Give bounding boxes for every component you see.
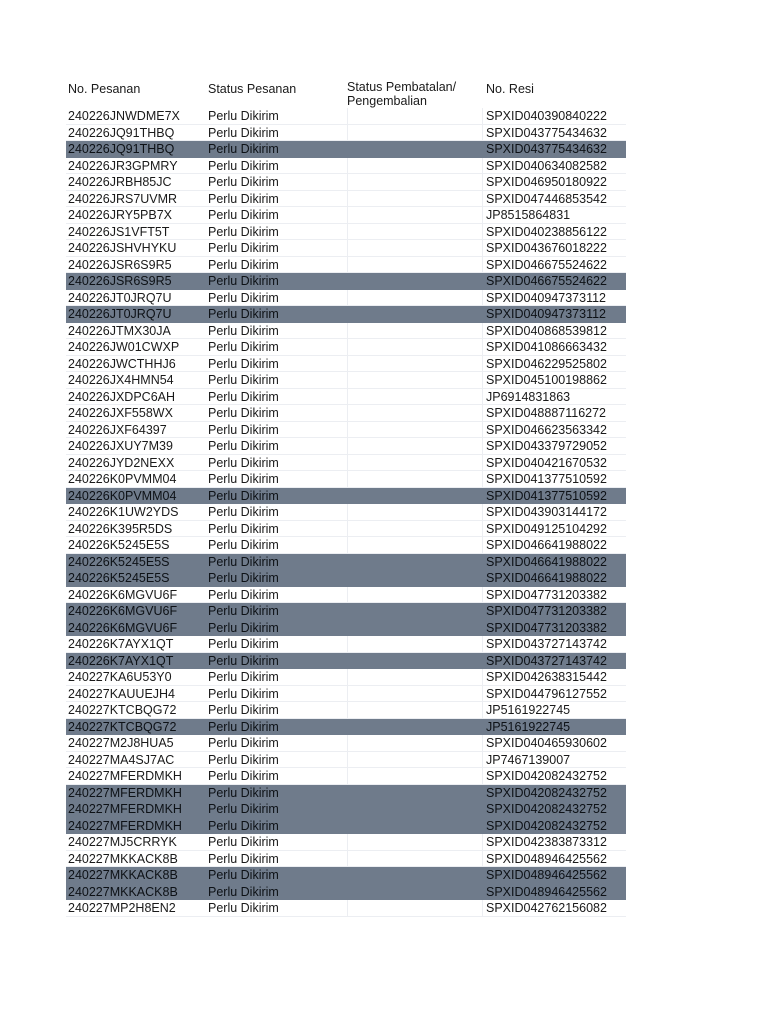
tracking-number-cell: SPXID042082432752 (486, 818, 607, 833)
table-row (66, 158, 626, 175)
order-status-cell: Perlu Dikirim (208, 587, 279, 602)
table-row (66, 521, 626, 538)
tracking-number-cell: SPXID048946425562 (486, 884, 607, 899)
order-number-cell: 240227MP2H8EN2 (68, 901, 176, 915)
order-status-cell: Perlu Dikirim (208, 851, 279, 866)
order-number-cell: 240226JRS7UVMR (68, 191, 178, 206)
order-number-cell: 240226JQ91THBQ (68, 142, 175, 156)
cancel-status-cell (347, 768, 483, 784)
tracking-number-cell: SPXID043676018222 (486, 241, 607, 255)
order-status-cell: Perlu Dikirim (208, 224, 279, 239)
order-number-cell: 240226JW01CWXP (68, 340, 180, 354)
order-number-cell: 240226JYD2NEXX (68, 455, 175, 470)
cancel-status-cell (347, 834, 483, 850)
tracking-number-cell: SPXID046675524622 (486, 257, 607, 272)
cancel-status-cell (347, 422, 483, 438)
order-number-cell: 240227MKKACK8B (68, 851, 178, 866)
order-status-cell: Perlu Dikirim (208, 719, 279, 734)
order-status-cell: Perlu Dikirim (208, 472, 279, 486)
cancel-status-cell (347, 537, 483, 553)
cancel-status-cell (347, 158, 483, 174)
tracking-number-cell: SPXID046623563342 (486, 422, 607, 437)
order-number-cell: 240226JNWDME7X (68, 109, 180, 123)
table-row (66, 339, 626, 356)
table-row (66, 818, 626, 835)
cancel-status-cell (347, 884, 483, 900)
table-row (66, 240, 626, 257)
tracking-number-cell: SPXID040947373112 (486, 307, 607, 321)
order-status-cell: Perlu Dikirim (208, 521, 279, 536)
cancel-status-cell (347, 587, 483, 603)
order-status-cell: Perlu Dikirim (208, 686, 279, 701)
tracking-number-cell: SPXID046641988022 (486, 538, 607, 552)
order-number-cell: 240226JXF64397 (68, 422, 167, 437)
order-status-cell: Perlu Dikirim (208, 868, 279, 882)
order-number-cell: 240227MKKACK8B (68, 868, 178, 882)
cancel-status-cell (347, 438, 483, 454)
order-number-cell: 240227MA4SJ7AC (68, 752, 175, 767)
order-status-cell: Perlu Dikirim (208, 571, 279, 585)
order-number-cell: 240227MFERDMKH (68, 769, 182, 783)
table-row (66, 207, 626, 224)
tracking-number-cell: SPXID042082432752 (486, 769, 607, 783)
order-status-cell: Perlu Dikirim (208, 538, 279, 552)
order-number-cell: 240226JTMX30JA (68, 323, 171, 338)
tracking-number-cell: SPXID040868539812 (486, 323, 607, 338)
tracking-number-cell: SPXID043775434632 (486, 125, 607, 140)
order-status-cell: Perlu Dikirim (208, 422, 279, 437)
cancel-status-cell (347, 191, 483, 207)
order-number-cell: 240226JQ91THBQ (68, 125, 175, 140)
tracking-number-cell: SPXID047731203382 (486, 620, 607, 635)
table-row (66, 372, 626, 389)
cancel-status-cell (347, 290, 483, 306)
table-row (66, 834, 626, 851)
order-status-cell: Perlu Dikirim (208, 109, 279, 123)
order-status-cell: Perlu Dikirim (208, 835, 279, 849)
order-status-cell: Perlu Dikirim (208, 208, 279, 222)
table-body (66, 108, 626, 917)
tracking-number-cell: SPXID046950180922 (486, 175, 607, 189)
tracking-number-cell: SPXID040465930602 (486, 736, 607, 750)
cancel-status-cell (347, 405, 483, 421)
cancel-status-cell (347, 372, 483, 388)
order-status-cell: Perlu Dikirim (208, 373, 279, 387)
order-number-cell: 240226K0PVMM04 (68, 472, 177, 486)
header-cancel-return-status: Status Pembatalan/ Pengembalian (347, 80, 457, 108)
cancel-status-cell (347, 240, 483, 256)
header-order-status: Status Pesanan (208, 82, 297, 96)
tracking-number-cell: SPXID040947373112 (486, 290, 607, 305)
order-number-cell: 240227M2J8HUA5 (68, 736, 174, 750)
tracking-number-cell: SPXID046641988022 (486, 571, 607, 585)
order-status-cell: Perlu Dikirim (208, 158, 279, 173)
order-number-cell: 240226JSR6S9R5 (68, 257, 172, 272)
tracking-number-cell: SPXID048946425562 (486, 868, 607, 882)
tracking-number-cell: SPXID041377510592 (486, 488, 607, 503)
cancel-status-cell (347, 488, 483, 504)
order-number-cell: 240226K5245E5S (68, 538, 170, 552)
table-row (66, 405, 626, 422)
order-status-cell: Perlu Dikirim (208, 241, 279, 255)
tracking-number-cell: SPXID042762156082 (486, 901, 607, 915)
cancel-status-cell (347, 224, 483, 240)
cancel-status-cell (347, 686, 483, 702)
table-row (66, 702, 626, 719)
cancel-status-cell (347, 570, 483, 586)
cancel-status-cell (347, 125, 483, 141)
table-row (66, 570, 626, 587)
table-row (66, 455, 626, 472)
order-status-cell: Perlu Dikirim (208, 884, 279, 899)
order-status-cell: Perlu Dikirim (208, 752, 279, 767)
order-status-cell: Perlu Dikirim (208, 274, 279, 288)
cancel-status-cell (347, 471, 483, 487)
cancel-status-cell (347, 636, 483, 652)
tracking-number-cell: JP8515864831 (486, 208, 571, 222)
table-row (66, 356, 626, 373)
cancel-status-cell (347, 620, 483, 636)
order-number-cell: 240226JWCTHHJ6 (68, 356, 176, 371)
cancel-status-cell (347, 257, 483, 273)
table-row (66, 620, 626, 637)
order-number-cell: 240227KTCBQG72 (68, 703, 177, 717)
order-status-cell: Perlu Dikirim (208, 290, 279, 305)
cancel-status-cell (347, 752, 483, 768)
table-header (66, 82, 626, 108)
tracking-number-cell: SPXID047731203382 (486, 604, 607, 618)
cancel-status-cell (347, 108, 483, 124)
cancel-status-cell (347, 867, 483, 883)
order-number-cell: 240226JXDPC6AH (68, 389, 176, 404)
order-status-cell: Perlu Dikirim (208, 620, 279, 635)
cancel-status-cell (347, 174, 483, 190)
table-row (66, 389, 626, 406)
order-number-cell: 240226JRBH85JC (68, 175, 172, 189)
order-status-cell: Perlu Dikirim (208, 356, 279, 371)
table-row (66, 174, 626, 191)
order-number-cell: 240226K7AYX1QT (68, 637, 174, 651)
table-row (66, 785, 626, 802)
order-number-cell: 240226K6MGVU6F (68, 604, 178, 618)
tracking-number-cell: JP6914831863 (486, 389, 571, 404)
cancel-status-cell (347, 818, 483, 834)
order-status-cell: Perlu Dikirim (208, 307, 279, 321)
cancel-status-cell (347, 785, 483, 801)
tracking-number-cell: SPXID040238856122 (486, 224, 607, 239)
tracking-number-cell: SPXID043903144172 (486, 505, 607, 519)
table-row (66, 554, 626, 571)
cancel-status-cell (347, 702, 483, 718)
cancel-status-cell (347, 735, 483, 751)
cancel-status-cell (347, 801, 483, 817)
tracking-number-cell: SPXID041377510592 (486, 472, 607, 486)
tracking-number-cell: SPXID049125104292 (486, 521, 607, 536)
order-status-cell: Perlu Dikirim (208, 455, 279, 470)
cancel-status-cell (347, 389, 483, 405)
order-number-cell: 240227MKKACK8B (68, 884, 178, 899)
order-status-cell: Perlu Dikirim (208, 802, 279, 816)
order-status-cell: Perlu Dikirim (208, 736, 279, 750)
order-number-cell: 240227MFERDMKH (68, 802, 182, 816)
order-number-cell: 240226K0PVMM04 (68, 488, 177, 503)
tracking-number-cell: SPXID043727143742 (486, 653, 607, 668)
tracking-number-cell: SPXID040634082582 (486, 158, 607, 173)
table-row (66, 851, 626, 868)
order-number-cell: 240226JXUY7M39 (68, 439, 173, 453)
table-row (66, 306, 626, 323)
order-number-cell: 240226JT0JRQ7U (68, 307, 172, 321)
cancel-status-cell (347, 669, 483, 685)
order-status-cell: Perlu Dikirim (208, 653, 279, 668)
tracking-number-cell: JP5161922745 (486, 703, 571, 717)
order-status-cell: Perlu Dikirim (208, 125, 279, 140)
table-row (66, 653, 626, 670)
table-row (66, 290, 626, 307)
order-status-cell: Perlu Dikirim (208, 554, 279, 569)
table-row (66, 587, 626, 604)
tracking-number-cell: SPXID045100198862 (486, 373, 607, 387)
order-status-cell: Perlu Dikirim (208, 142, 279, 156)
table-row (66, 191, 626, 208)
header-tracking-number: No. Resi (486, 82, 534, 96)
order-number-cell: 240227KTCBQG72 (68, 719, 177, 734)
order-number-cell: 240227MFERDMKH (68, 785, 182, 800)
order-status-cell: Perlu Dikirim (208, 175, 279, 189)
table-row (66, 323, 626, 340)
cancel-status-cell (347, 603, 483, 619)
order-number-cell: 240226JXF558WX (68, 406, 173, 420)
table-row (66, 224, 626, 241)
cancel-status-cell (347, 653, 483, 669)
table-row (66, 768, 626, 785)
table-row (66, 669, 626, 686)
order-status-cell: Perlu Dikirim (208, 340, 279, 354)
order-status-cell: Perlu Dikirim (208, 323, 279, 338)
order-status-cell: Perlu Dikirim (208, 670, 279, 684)
table-row (66, 471, 626, 488)
order-number-cell: 240226K7AYX1QT (68, 653, 174, 668)
tracking-number-cell: SPXID047446853542 (486, 191, 607, 206)
table-row (66, 603, 626, 620)
order-status-cell: Perlu Dikirim (208, 818, 279, 833)
cancel-status-cell (347, 719, 483, 735)
tracking-number-cell: SPXID042082432752 (486, 802, 607, 816)
order-number-cell: 240226JS1VFT5T (68, 224, 170, 239)
table-row (66, 867, 626, 884)
table-row (66, 801, 626, 818)
order-number-cell: 240226K6MGVU6F (68, 587, 178, 602)
order-status-cell: Perlu Dikirim (208, 703, 279, 717)
order-number-cell: 240226JSR6S9R5 (68, 274, 172, 288)
tracking-number-cell: SPXID043379729052 (486, 439, 607, 453)
order-number-cell: 240227MJ5CRRYK (68, 835, 177, 849)
tracking-number-cell: SPXID042383873312 (486, 835, 607, 849)
table-row (66, 752, 626, 769)
table-row (66, 422, 626, 439)
order-status-cell: Perlu Dikirim (208, 769, 279, 783)
table-row (66, 257, 626, 274)
order-number-cell: 240226JRY5PB7X (68, 208, 173, 222)
table-row (66, 735, 626, 752)
order-status-cell: Perlu Dikirim (208, 488, 279, 503)
cancel-status-cell (347, 851, 483, 867)
order-number-cell: 240226JR3GPMRY (68, 158, 178, 173)
tracking-number-cell: SPXID041086663432 (486, 340, 607, 354)
tracking-number-cell: SPXID040390840222 (486, 109, 607, 123)
tracking-number-cell: JP5161922745 (486, 719, 571, 734)
table-row (66, 108, 626, 125)
order-status-cell: Perlu Dikirim (208, 389, 279, 404)
cancel-status-cell (347, 141, 483, 157)
order-status-cell: Perlu Dikirim (208, 257, 279, 272)
order-status-cell: Perlu Dikirim (208, 439, 279, 453)
tracking-number-cell: SPXID046641988022 (486, 554, 607, 569)
tracking-number-cell: SPXID042082432752 (486, 785, 607, 800)
tracking-number-cell: SPXID046675524622 (486, 274, 607, 288)
cancel-status-cell (347, 306, 483, 322)
order-number-cell: 240227KAUUEJH4 (68, 686, 176, 701)
tracking-number-cell: SPXID040421670532 (486, 455, 607, 470)
cancel-status-cell (347, 356, 483, 372)
order-status-cell: Perlu Dikirim (208, 406, 279, 420)
order-status-cell: Perlu Dikirim (208, 191, 279, 206)
order-number-cell: 240227KA6U53Y0 (68, 670, 172, 684)
order-status-cell: Perlu Dikirim (208, 505, 279, 519)
table-row (66, 504, 626, 521)
cancel-status-cell (347, 455, 483, 471)
table-row (66, 273, 626, 290)
cancel-status-cell (347, 900, 483, 916)
table-row (66, 125, 626, 142)
cancel-status-cell (347, 273, 483, 289)
order-number-cell: 240226JSHVHYKU (68, 241, 177, 255)
tracking-number-cell: SPXID047731203382 (486, 587, 607, 602)
cancel-status-cell (347, 339, 483, 355)
tracking-number-cell: SPXID044796127552 (486, 686, 607, 701)
table-row (66, 686, 626, 703)
order-number-cell: 240226JT0JRQ7U (68, 290, 172, 305)
tracking-number-cell: SPXID048946425562 (486, 851, 607, 866)
table-row (66, 900, 626, 917)
cancel-status-cell (347, 504, 483, 520)
orders-table (66, 82, 626, 917)
cancel-status-cell (347, 323, 483, 339)
tracking-number-cell: SPXID043775434632 (486, 142, 607, 156)
order-status-cell: Perlu Dikirim (208, 604, 279, 618)
table-row (66, 884, 626, 901)
order-number-cell: 240226K395R5DS (68, 521, 173, 536)
order-number-cell: 240226K5245E5S (68, 571, 170, 585)
table-row (66, 141, 626, 158)
header-order-number: No. Pesanan (68, 82, 141, 96)
order-status-cell: Perlu Dikirim (208, 785, 279, 800)
tracking-number-cell: SPXID042638315442 (486, 670, 607, 684)
order-number-cell: 240226K6MGVU6F (68, 620, 178, 635)
order-status-cell: Perlu Dikirim (208, 901, 279, 915)
order-number-cell: 240226K5245E5S (68, 554, 170, 569)
order-number-cell: 240226K1UW2YDS (68, 505, 179, 519)
cancel-status-cell (347, 554, 483, 570)
tracking-number-cell: SPXID043727143742 (486, 637, 607, 651)
table-row (66, 719, 626, 736)
order-number-cell: 240226JX4HMN54 (68, 373, 174, 387)
cancel-status-cell (347, 207, 483, 223)
tracking-number-cell: JP7467139007 (486, 752, 571, 767)
order-number-cell: 240227MFERDMKH (68, 818, 182, 833)
table-row (66, 488, 626, 505)
order-status-cell: Perlu Dikirim (208, 637, 279, 651)
cancel-status-cell (347, 521, 483, 537)
table-row (66, 438, 626, 455)
tracking-number-cell: SPXID046229525802 (486, 356, 607, 371)
table-row (66, 537, 626, 554)
table-row (66, 636, 626, 653)
tracking-number-cell: SPXID048887116272 (486, 406, 607, 420)
